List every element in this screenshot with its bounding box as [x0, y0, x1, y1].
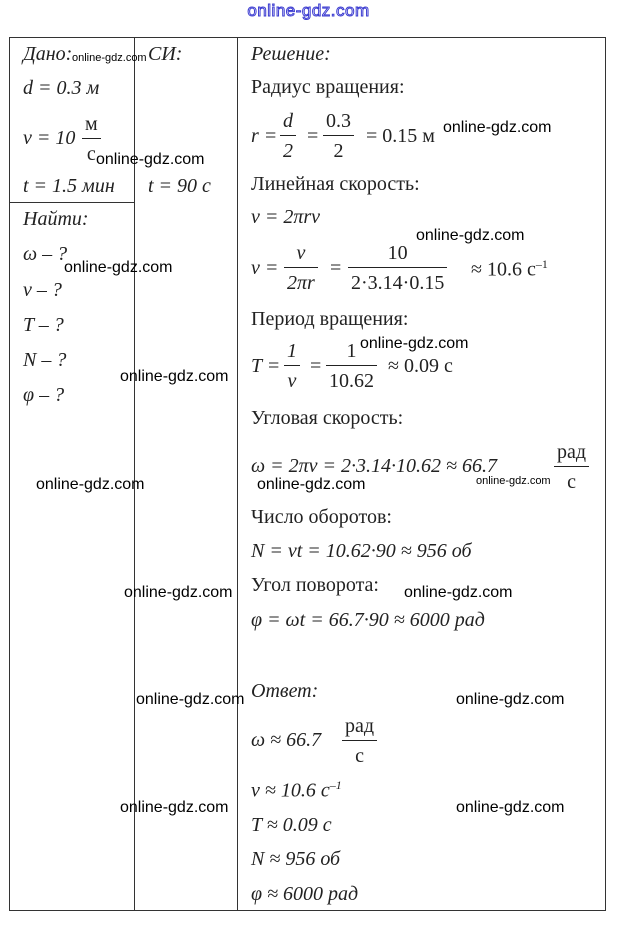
answer-omega: ω ≈ 66.7 — [251, 729, 322, 751]
given-v: v = 10 — [23, 127, 76, 149]
period-eq: = — [310, 355, 322, 377]
watermark: online-gdz.com — [136, 691, 245, 708]
fraction-bar — [323, 135, 354, 136]
turns-formula: N = νt = 10.62·90 ≈ 956 об — [251, 540, 472, 562]
answer-omega-unit — [342, 716, 377, 766]
frequency-fraction-1 — [284, 243, 318, 293]
angular-speed-formula: ω = 2πν = 2·3.14·10.62 ≈ 66.7 — [251, 455, 497, 477]
radius-eq: = — [307, 125, 319, 147]
watermark: online-gdz.com — [120, 799, 229, 816]
watermark: online-gdz.com — [476, 475, 551, 487]
watermark: online-gdz.com — [96, 151, 205, 168]
fraction-den: 10.62 — [329, 370, 374, 392]
given-v-unit-num: м — [85, 113, 98, 135]
answer-turns: N ≈ 956 об — [251, 848, 341, 870]
rotation-angle-formula: φ = ωt = 66.7·90 ≈ 6000 рад — [251, 609, 485, 631]
find-heading: Найти: — [23, 208, 89, 230]
fraction-num: рад — [345, 715, 375, 737]
watermark: online-gdz.com — [120, 368, 229, 385]
fraction-num: v — [296, 242, 306, 264]
linear-speed-formula: v = 2πrν — [251, 206, 321, 228]
given-t: t = 1.5 мин — [23, 175, 115, 197]
answer-frequency — [251, 779, 342, 801]
site-header-watermark: online-gdz.com — [247, 1, 370, 20]
fraction-den: с — [567, 471, 576, 493]
frequency-lhs: ν = — [251, 257, 279, 279]
find-item: ν – ? — [23, 279, 62, 301]
angular-speed-unit — [554, 442, 589, 492]
fraction-den: 2·3.14·0.15 — [351, 272, 445, 294]
answer-frequency-exponent: –1 — [329, 778, 342, 792]
radius-result: = 0.15 м — [366, 125, 435, 147]
watermark: online-gdz.com — [72, 52, 147, 64]
watermark: online-gdz.com — [404, 584, 513, 601]
si-heading: СИ: — [148, 43, 183, 65]
linear-speed-title: Линейная скорость: — [251, 173, 420, 195]
fraction-num: рад — [557, 441, 587, 463]
watermark: online-gdz.com — [257, 476, 366, 493]
fraction-num: 1 — [287, 340, 297, 362]
find-item: ω – ? — [23, 243, 68, 265]
watermark: online-gdz.com — [456, 691, 565, 708]
answer-period: T ≈ 0.09 с — [251, 814, 332, 836]
find-item: φ – ? — [23, 384, 65, 406]
fraction-den: 2 — [333, 140, 344, 162]
period-fraction-1 — [284, 341, 300, 391]
find-item: N – ? — [23, 349, 67, 371]
fraction-num: d — [283, 110, 293, 132]
watermark: online-gdz.com — [64, 259, 173, 276]
answer-frequency-value: ν ≈ 10.6 с — [251, 779, 330, 802]
given-d: d = 0.3 м — [23, 77, 100, 99]
fraction-bar — [284, 365, 300, 366]
frequency-result-value: ≈ 10.6 с — [471, 258, 536, 281]
period-result: ≈ 0.09 с — [388, 355, 453, 377]
angular-speed-title: Угловая скорость: — [251, 407, 404, 429]
fraction-num: 1 — [346, 340, 357, 362]
watermark: online-gdz.com — [443, 119, 552, 136]
given-v-unit-den: с — [86, 143, 96, 165]
watermark: online-gdz.com — [416, 227, 525, 244]
fraction-num: 10 — [387, 242, 408, 264]
fraction-bar — [82, 138, 101, 139]
column-divider-si — [237, 37, 238, 911]
frequency-result-exponent: –1 — [535, 257, 548, 271]
watermark: online-gdz.com — [124, 584, 233, 601]
fraction-bar — [348, 267, 447, 268]
fraction-den: 2πr — [287, 272, 315, 294]
turns-title: Число оборотов: — [251, 506, 392, 528]
period-lhs: T = — [251, 355, 281, 377]
fraction-bar — [342, 740, 377, 741]
watermark: online-gdz.com — [36, 476, 145, 493]
frequency-eq: = — [330, 257, 342, 279]
given-find-divider — [9, 202, 134, 203]
answer-heading: Ответ: — [251, 680, 319, 702]
fraction-den: ν — [287, 370, 297, 392]
radius-fraction-2 — [323, 111, 354, 161]
fraction-bar — [284, 267, 318, 268]
fraction-bar — [554, 466, 589, 467]
solution-heading: Решение: — [251, 43, 331, 65]
fraction-num: 0.3 — [326, 110, 351, 132]
rotation-angle-title: Угол поворота: — [251, 574, 379, 596]
fraction-den: с — [355, 745, 364, 767]
find-item: T – ? — [23, 314, 64, 336]
frequency-fraction-2 — [348, 243, 447, 293]
watermark: online-gdz.com — [456, 799, 565, 816]
radius-fraction-1 — [280, 111, 296, 161]
period-title: Период вращения: — [251, 308, 409, 330]
radius-lhs: r = — [251, 125, 278, 147]
given-heading: Дано: — [23, 43, 73, 65]
radius-title: Радиус вращения: — [251, 76, 405, 98]
fraction-den: 2 — [283, 140, 293, 162]
si-t: t = 90 с — [148, 175, 211, 197]
answer-angle: φ ≈ 6000 рад — [251, 883, 359, 905]
fraction-bar — [326, 365, 377, 366]
fraction-bar — [280, 135, 296, 136]
frequency-result — [471, 258, 548, 280]
watermark: online-gdz.com — [360, 335, 469, 352]
